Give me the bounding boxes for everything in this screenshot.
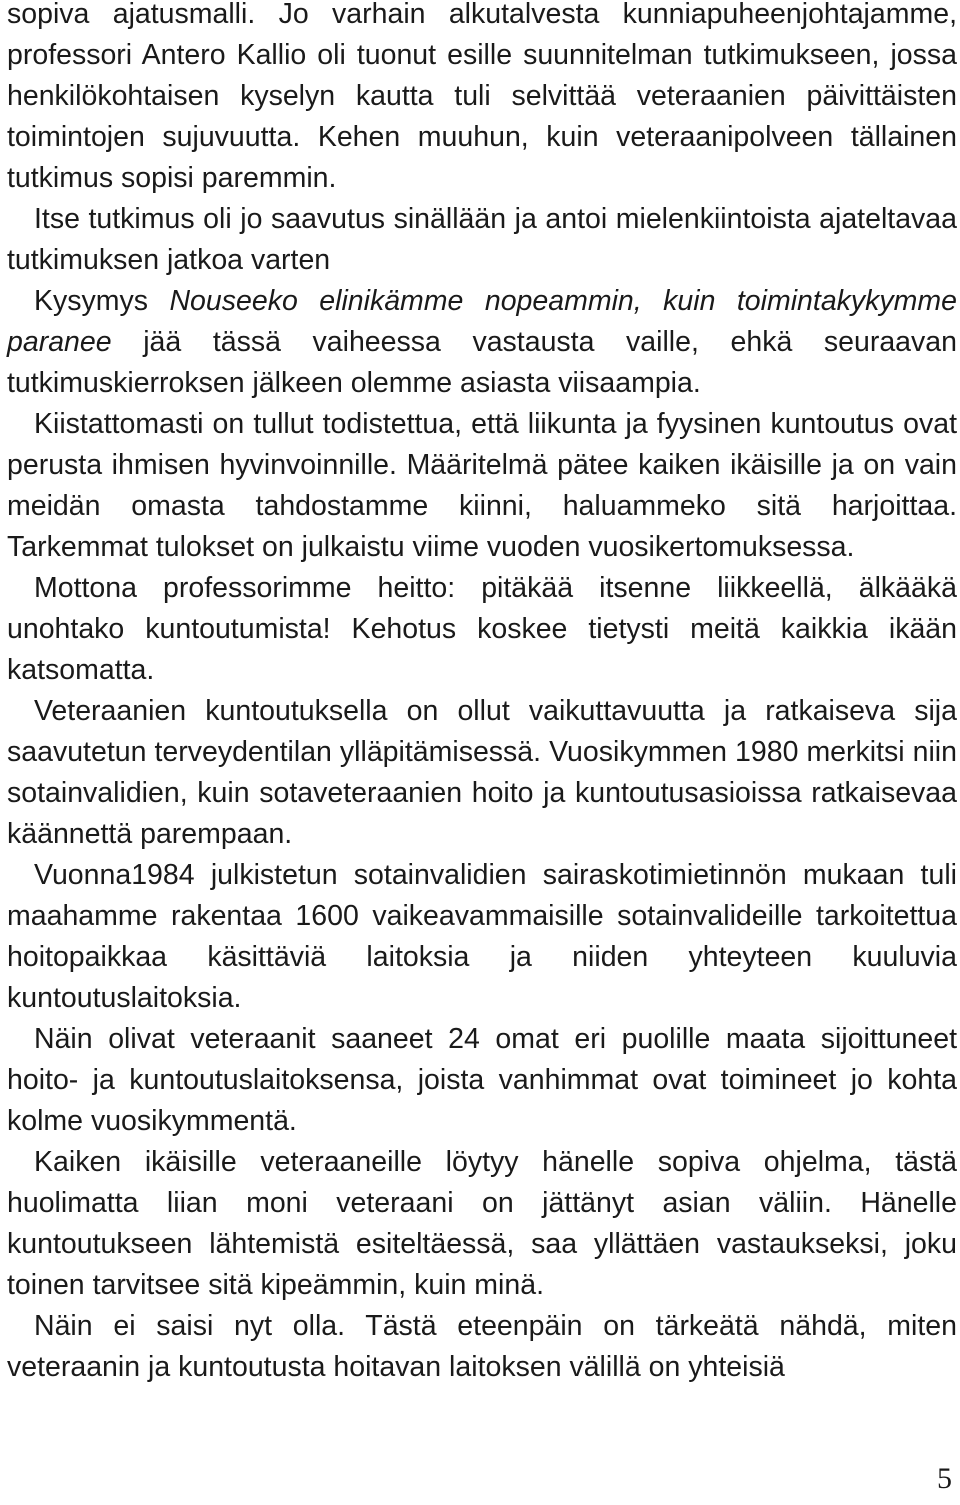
paragraph-6: Veteraanien kuntoutuksella on ollut vaikuttavuutta ja ratkaiseva sija saavutetun terveydentilan ylläpitämisessä. Vuosikymmen 1980 merkitsi niin sotainvalidien, kuin sotaveteraanien hoito ja kuntoutusasioissa ratkaisevaa käännettä parempaan. [7,695,957,850]
paragraph-3 [7,281,957,404]
paragraph-4: Kiistattomasti on tullut todistettua, että liikunta ja fyysinen kuntoutus ovat perusta ihmisen hyvinvoinnille. Määritelmä pätee kaiken ikäisille ja on vain meidän omasta tahdostamme kiinni, haluammeko sitä harjoittaa. Tarkemmat tulokset on julkaistu viime vuoden vuosikertomuksessa. [7,408,957,563]
paragraph-9: Kaiken ikäisille veteraaneille löytyy hänelle sopiva ohjelma, tästä huolimatta liian moni veteraani on jättänyt asian väliin. Hänelle kuntoutukseen lähtemistä esiteltäessä, saa yllättäen vastaukseksi, joku toinen tarvitsee sitä kipeämmin, kuin minä. [7,1146,957,1301]
page-number: 5 [937,1462,952,1495]
paragraph-10: Näin ei saisi nyt olla. Tästä eteenpäin on tärkeätä nähdä, miten veteraanin ja kuntoutusta hoitavan laitoksen välillä on yhteisiä [7,1310,957,1383]
paragraph-7: Vuonna1984 julkistetun sotainvalidien sairaskotimietinnön mukaan tuli maahamme rakentaa 1600 vaikeavammaisille sotainvalideille tarkoitettua hoitopaikkaa käsittäviä laitoksia ja niiden yhteyteen kuuluvia kuntoutuslaitoksia. [7,859,957,1014]
paragraph-2: Itse tutkimus oli jo saavutus sinällään ja antoi mielenkiintoista ajateltavaa tutkimuksen jatkoa varten [7,203,957,276]
question-italic: Nouseeko elinikämme nopeammin, kuin toimintakykymme paranee [7,285,958,358]
paragraph-3-lead: Kysymys [34,285,170,317]
paragraph-5: Mottona professorimme heitto: pitäkää itsenne liikkeellä, älkääkä unohtako kuntoutumista! Kehotus koskee tietysti meitä kaikkia ikään katsomatta. [7,572,957,686]
paragraph-3-tail: jää tässä vaiheessa vastausta vaille, ehkä seuraavan tutkimuskierroksen jälkeen olemme asiasta viisaampia. [7,326,957,399]
body-text [7,0,957,1388]
paragraph-1: sopiva ajatusmalli. Jo varhain alkutalvesta kunniapuheenjohtajamme, professori Antero Kallio oli tuonut esille suunnitelman tutkimukseen, jossa henkilökohtaisen kyselyn kautta tuli selvittää veteraanien päivittäisten toimintojen sujuvuutta. Kehen muuhun, kuin veteraanipolveen tällainen tutkimus sopisi paremmin. [7,0,957,194]
paragraph-8: Näin olivat veteraanit saaneet 24 omat eri puolille maata sijoittuneet hoito- ja kuntoutuslaitoksensa, joista vanhimmat ovat toimineet jo kohta kolme vuosikymmentä. [7,1023,957,1137]
